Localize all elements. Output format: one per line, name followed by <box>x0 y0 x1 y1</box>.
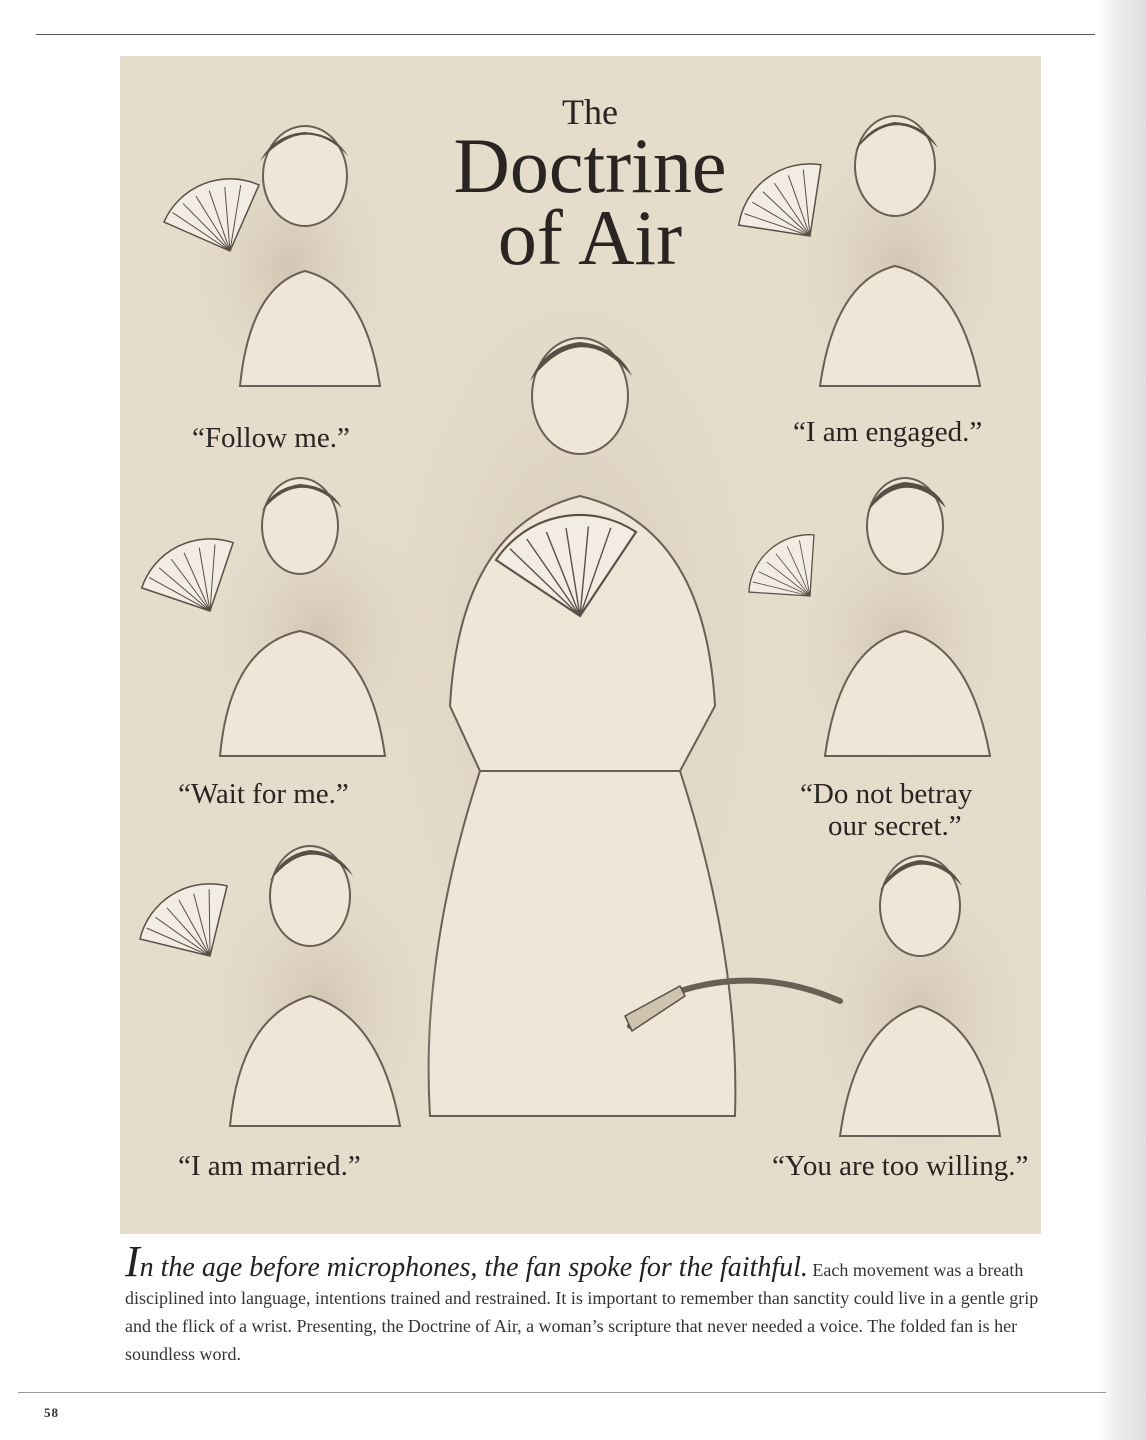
figure-engaged <box>725 116 1025 416</box>
caption-follow-me: “Follow me.” <box>192 422 350 454</box>
title-the: The <box>562 92 618 132</box>
caption-drop-cap: I <box>125 1237 140 1286</box>
caption-body: Each movement was a breath disciplined into language, intentions trained and restrained. It is important to remember than sanctity could live in a gentle grip and the flick of a wrist. Presenting, the Doctrine of Air, a woman’s scripture that never needed a voice. The folded fan is her soundless word. <box>125 1260 1039 1364</box>
caption-engaged: “I am engaged.” <box>793 416 983 448</box>
caption-lead <box>125 1237 808 1286</box>
bottom-rule <box>18 1392 1106 1393</box>
plate-title <box>420 92 760 281</box>
caption-wait-for-me: “Wait for me.” <box>178 778 349 810</box>
caption-betray-line2: our secret.” <box>828 810 962 842</box>
page-edge-shadow <box>1100 0 1146 1440</box>
figure-caption <box>125 1237 1045 1368</box>
figure-wait-for-me <box>133 478 450 786</box>
title-doctrine: Doctrine <box>453 122 727 209</box>
caption-married: “I am married.” <box>178 1150 361 1182</box>
figure-follow-me <box>158 116 410 416</box>
caption-betray-line1: “Do not betray <box>800 778 973 810</box>
caption-lead-text: n the age before microphones, the fan spoke for the faithful. <box>139 1252 808 1283</box>
illustration-plate <box>120 56 1041 1234</box>
page-number: 58 <box>44 1405 59 1420</box>
figure-married <box>129 846 450 1166</box>
top-rule <box>36 34 1095 35</box>
caption-too-willing: “You are too willing.” <box>772 1150 1029 1182</box>
title-of-air: of Air <box>497 194 683 281</box>
